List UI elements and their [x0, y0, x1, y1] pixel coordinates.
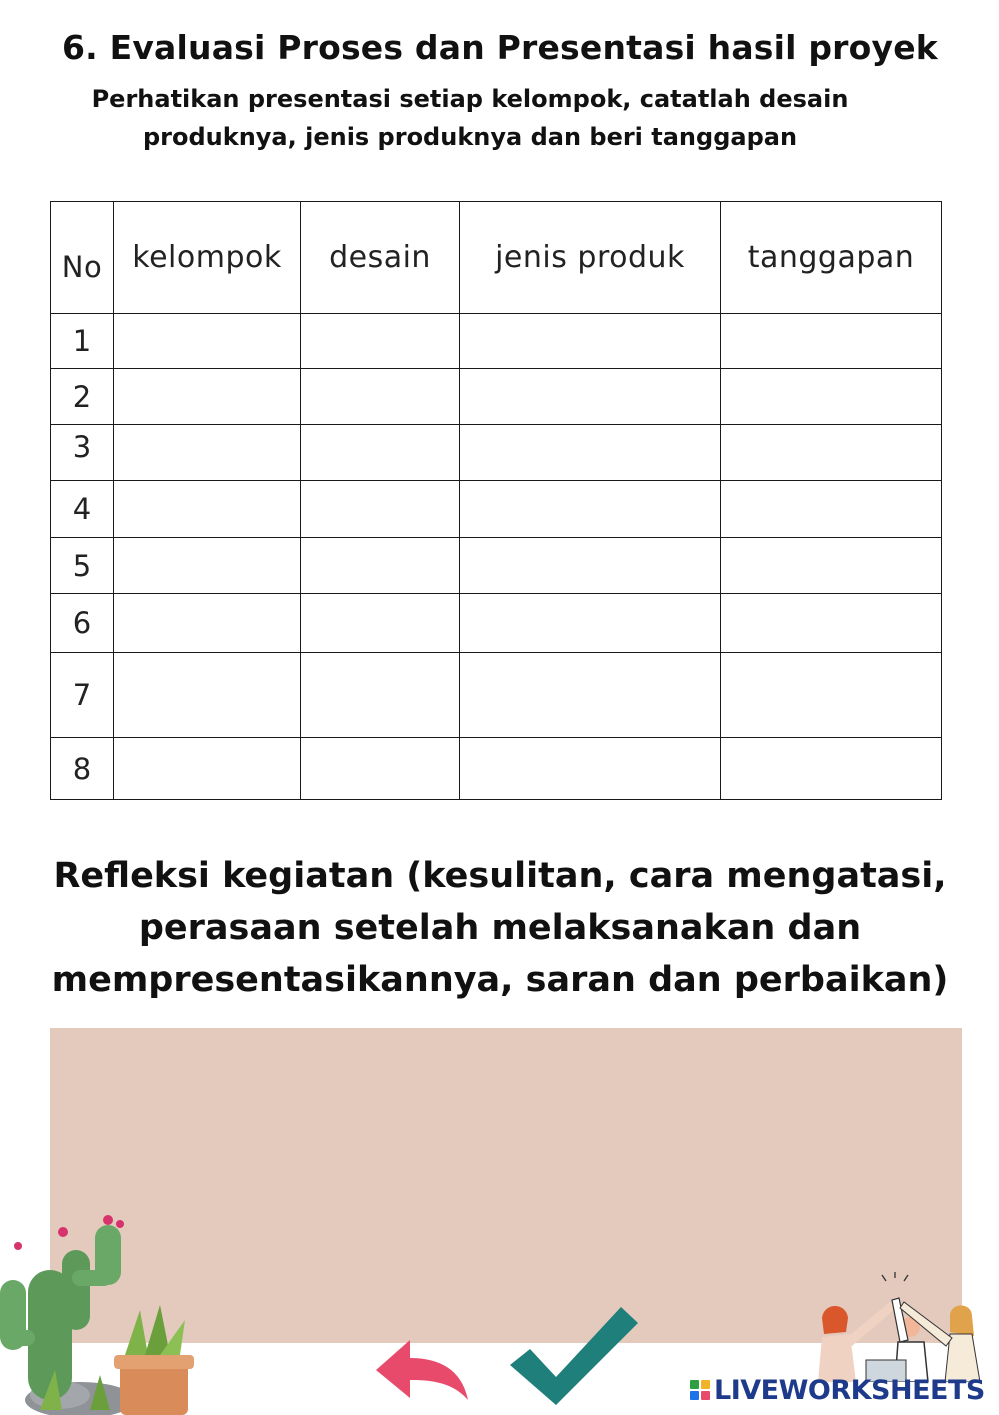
table-row: [51, 369, 942, 425]
desain-cell[interactable]: [301, 653, 460, 738]
desain-cell[interactable]: [301, 538, 460, 594]
cactus-illustration: [0, 1210, 200, 1415]
checkmark-icon[interactable]: [506, 1303, 641, 1408]
high-five-illustration: [800, 1272, 990, 1382]
kelompok-cell[interactable]: [114, 369, 301, 425]
tanggapan-cell[interactable]: [721, 481, 942, 538]
row-number: 4: [51, 481, 114, 538]
tanggapan-cell[interactable]: [721, 425, 942, 481]
table-header-row: [51, 202, 942, 314]
row-number: 3: [51, 425, 114, 481]
jenis-produk-cell[interactable]: [460, 653, 721, 738]
tanggapan-cell[interactable]: [721, 594, 942, 653]
jenis-produk-cell[interactable]: [460, 314, 721, 369]
instructions-line-2: produknya, jenis produknya dan beri tanggapan: [142, 123, 798, 151]
kelompok-cell[interactable]: [114, 538, 301, 594]
desain-cell[interactable]: [301, 369, 460, 425]
column-header-no: No: [51, 202, 114, 314]
undo-arrow-icon[interactable]: [376, 1340, 470, 1402]
tanggapan-cell[interactable]: [721, 314, 942, 369]
table-row: [51, 314, 942, 369]
evaluation-table: [50, 201, 942, 800]
row-number: 5: [51, 538, 114, 594]
kelompok-cell[interactable]: [114, 594, 301, 653]
tanggapan-cell[interactable]: [721, 538, 942, 594]
row-number: 7: [51, 653, 114, 738]
table-row: [51, 738, 942, 800]
reflection-prompt: [50, 850, 950, 1006]
column-header-tanggapan: tanggapan: [721, 202, 942, 314]
row-number: 6: [51, 594, 114, 653]
desain-cell[interactable]: [301, 425, 460, 481]
table-row: [51, 425, 942, 481]
column-header-kelompok: kelompok: [114, 202, 301, 314]
table-row: [51, 538, 942, 594]
jenis-produk-cell[interactable]: [460, 425, 721, 481]
page-title: 6. Evaluasi Proses dan Presentasi hasil proyek: [62, 28, 938, 67]
row-number: 1: [51, 314, 114, 369]
column-header-desain: desain: [301, 202, 460, 314]
table-row: [51, 481, 942, 538]
reflection-line-2: perasaan setelah melaksanakan dan: [138, 908, 862, 948]
desain-cell[interactable]: [301, 314, 460, 369]
jenis-produk-cell[interactable]: [460, 738, 721, 800]
jenis-produk-cell[interactable]: [460, 481, 721, 538]
desain-cell[interactable]: [301, 481, 460, 538]
column-header-jenis-produk: jenis produk: [460, 202, 721, 314]
kelompok-cell[interactable]: [114, 314, 301, 369]
instructions-line-1: Perhatikan presentasi setiap kelompok, catatlah desain: [91, 85, 849, 113]
brand-name: LIVEWORKSHEETS: [714, 1374, 985, 1406]
instructions: [60, 80, 880, 156]
jenis-produk-cell[interactable]: [460, 594, 721, 653]
table-row: [51, 653, 942, 738]
row-number: 8: [51, 738, 114, 800]
logo-grid-icon: [690, 1380, 710, 1400]
kelompok-cell[interactable]: [114, 481, 301, 538]
kelompok-cell[interactable]: [114, 653, 301, 738]
reflection-line-1: Refleksi kegiatan (kesulitan, cara mengatasi,: [53, 856, 947, 896]
jenis-produk-cell[interactable]: [460, 369, 721, 425]
liveworksheets-logo: [690, 1372, 985, 1408]
table-row: [51, 594, 942, 653]
reflection-line-3: mempresentasikannya, saran dan perbaikan): [51, 960, 949, 1000]
desain-cell[interactable]: [301, 594, 460, 653]
kelompok-cell[interactable]: [114, 738, 301, 800]
kelompok-cell[interactable]: [114, 425, 301, 481]
tanggapan-cell[interactable]: [721, 369, 942, 425]
tanggapan-cell[interactable]: [721, 738, 942, 800]
tanggapan-cell[interactable]: [721, 653, 942, 738]
desain-cell[interactable]: [301, 738, 460, 800]
jenis-produk-cell[interactable]: [460, 538, 721, 594]
row-number: 2: [51, 369, 114, 425]
